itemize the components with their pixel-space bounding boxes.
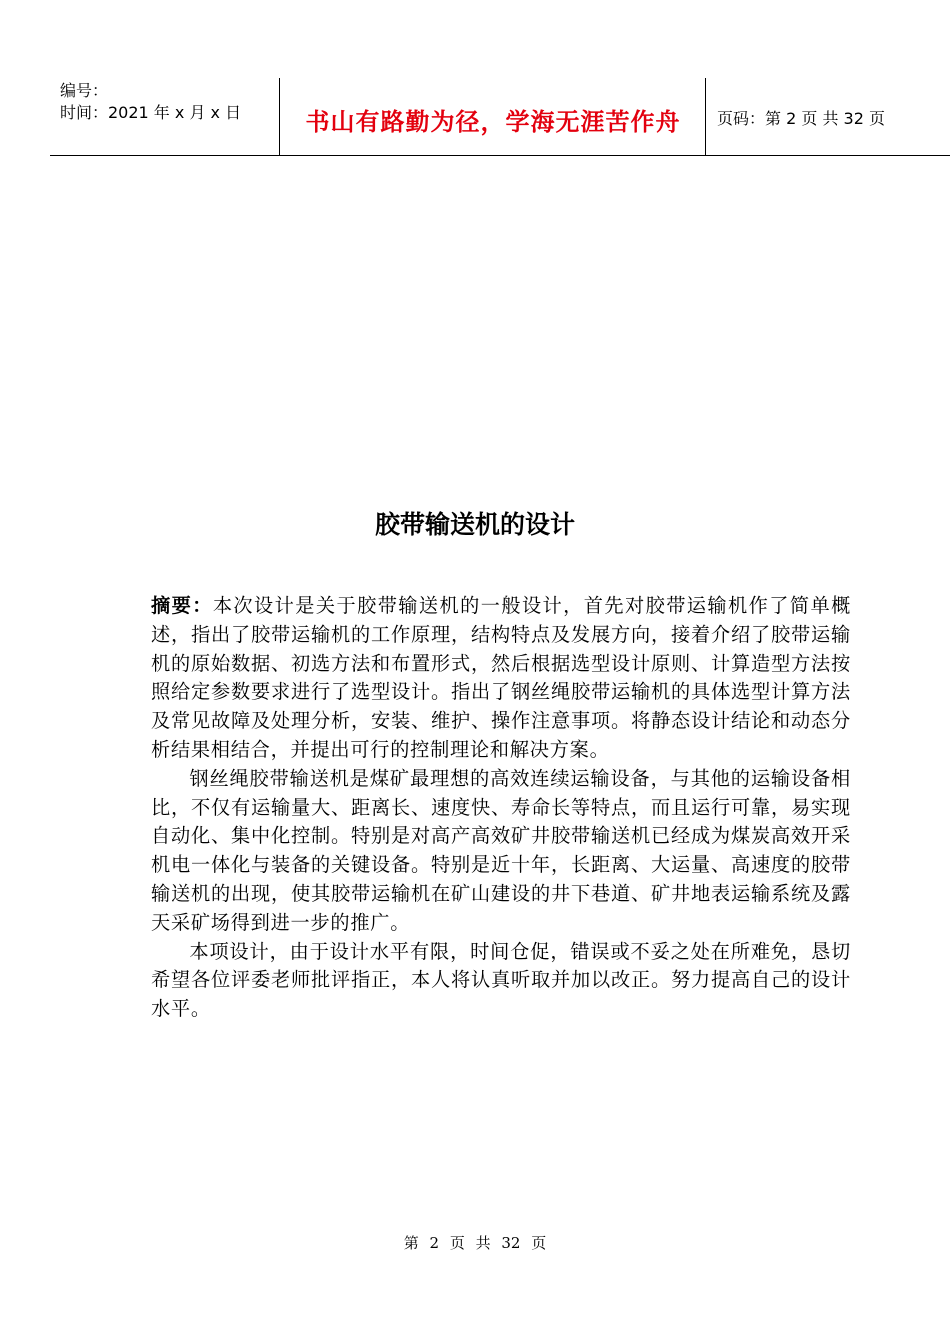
page-footer: 第 2 页 共 32 页 <box>403 1234 547 1252</box>
page-header <box>50 78 950 156</box>
abstract-label: 摘要： <box>151 594 213 617</box>
abstract-paragraph <box>151 592 851 765</box>
document-body <box>151 592 851 1024</box>
body-paragraph: 钢丝绳胶带输送机是煤矿最理想的高效连续运输设备，与其他的运输设备相比，不仅有运输量大、距离长、速度快、寿命长等特点，而且运行可靠，易实现自动化、集中化控制。特别是对高产高效矿井胶带输送机已经成为煤炭高效开采机电一体化与装备的关键设备。特别是近十年，长距离、大运量、高速度的胶带输送机的出现，使其胶带运输机在矿山建设的井下巷道、矿井地表运输系统及露天采矿场得到进一步的推广。 <box>151 766 851 934</box>
header-motto: 书山有路勤为径，学海无涯苦作舟 <box>305 108 681 136</box>
document-date: 时间：2021 年 x 月 x 日 <box>60 103 242 122</box>
abstract-text: 本次设计是关于胶带输送机的一般设计，首先对胶带运输机作了简单概述，指出了胶带运输机的工作原理，结构特点及发展方向，接着介绍了胶带运输机的原始数据、初选方法和布置形式，然后根据选型设计原则、计算造型方法按照给定参数要求进行了选型设计。指出了钢丝绳胶带运输机的具体选型计算方法及常见故障及处理分析，安装、维护、操作注意事项。将静态设计结论和动态分析结果相结合，并提出可行的控制理论和解决方案。 <box>151 594 852 761</box>
body-paragraph: 本项设计，由于设计水平有限，时间仓促，错误或不妥之处在所难免，恳切希望各位评委老师批评指正，本人将认真听取并加以改正。努力提高自己的设计水平。 <box>151 939 851 1021</box>
document-number-label: 编号： <box>60 81 109 100</box>
header-meta <box>60 80 241 124</box>
header-page-info: 页码：第 2 页 共 32 页 <box>717 109 885 128</box>
document-title: 胶带输送机的设计 <box>374 510 575 539</box>
